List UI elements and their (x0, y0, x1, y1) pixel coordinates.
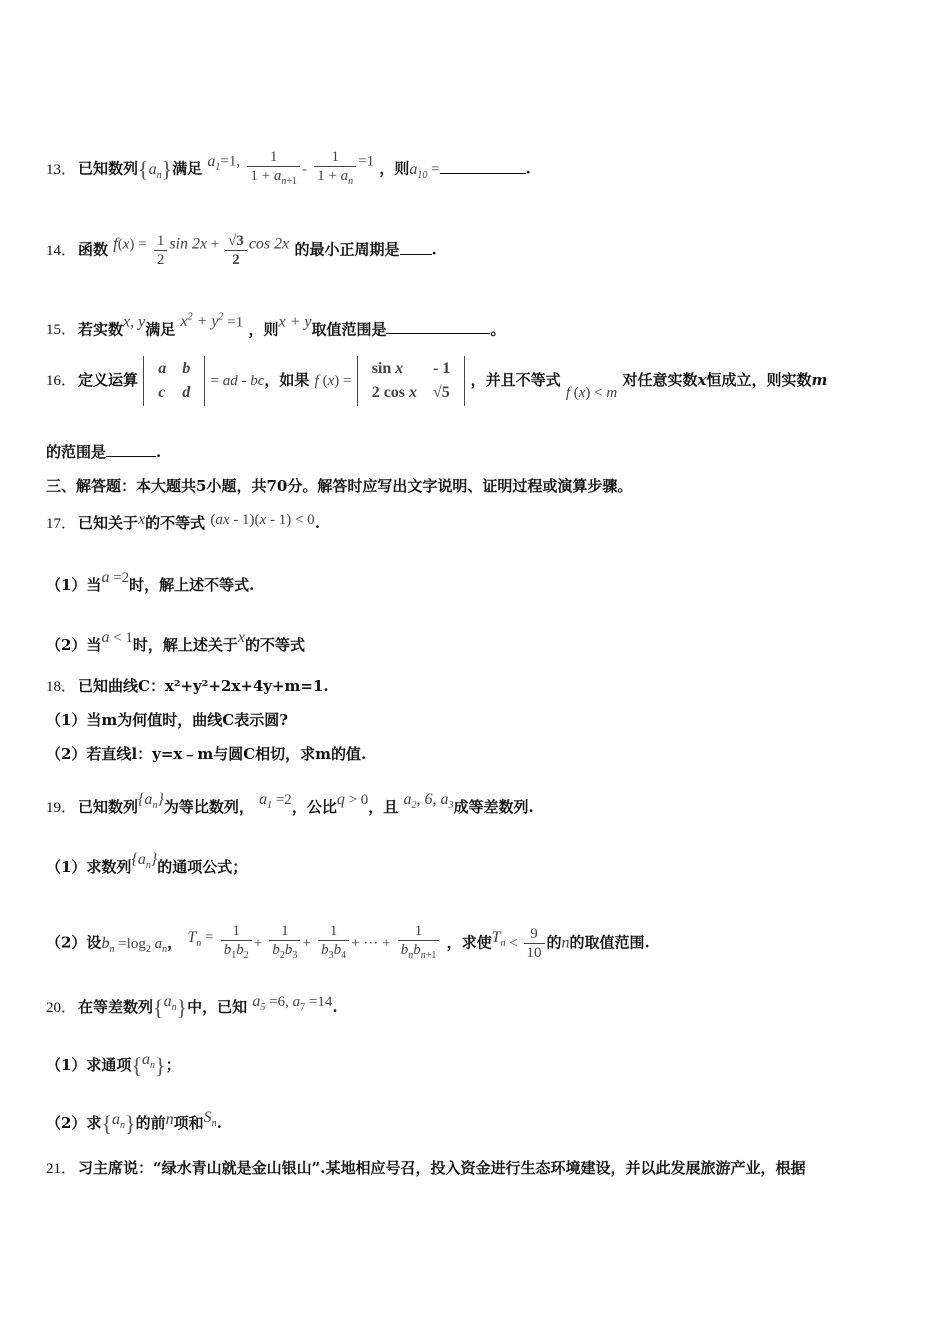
determinant-abcd: a b c d (143, 356, 205, 406)
question-19-part2: （2）设$b_n =\log_2$ $a_n$， $T_n$ = $\frac{1}{b_1b_2}$ + $\frac{1}{b_2b_3}$ + $\frac{1}{b_3b_4}$ + ··· + $\frac{1}{b_nb_{n+1}}$ ，求使$T_n$ < $\frac{9}{10}$ 的n的取值范围. (46, 922, 650, 965)
question-14: 14． 函数 f(x) = $\frac{1}{2}$ sin 2x + $\frac{√3}{2}$ cos 2x 的最小正周期是 . (46, 233, 437, 268)
question-21: 21． 习主席说：“绿水青山就是金山银山”.某地相应号召，投入资金进行生态环境建设，并以此发展旅游产业，根据 (46, 1159, 806, 1177)
answer-blank[interactable] (386, 319, 490, 334)
determinant-f: sin x - 1 2 cos x √5 (357, 356, 466, 406)
question-number: 13． (46, 161, 77, 178)
answer-blank[interactable] (440, 159, 526, 174)
question-17: 17． 已知关于x的不等式 (ax - 1)(x - 1) < 0. (46, 511, 320, 532)
question-20-part1: （1）求通项$\{a_n\}$； (46, 1051, 181, 1078)
answer-blank[interactable] (106, 442, 156, 457)
question-18-part2: （2）若直线l：y=x﹣m与圆C相切，求m的值. (46, 745, 367, 763)
question-20-part2: （2）求$\{a_n\}$的前n项和$S_n$. (46, 1109, 222, 1136)
question-17-part1: （1）当a =2时，解上述不等式. (46, 569, 255, 594)
question-18: 18． 已知曲线C：x²+y²+2x+4y+m=1. (46, 677, 329, 695)
question-16-cont: 的范围是 . (46, 443, 162, 461)
question-19-part1: （1）求数列$\{a_n\}$的通项公式； (46, 851, 248, 876)
answer-blank[interactable] (400, 240, 432, 255)
question-20: 20． 在等差数列$\{a_n\}$中，已知 $a_5 =6$, $a_7 =14$. (46, 993, 338, 1020)
section-3-heading: 三、解答题：本大题共5小题，共70分。解答时应写出文字说明、证明过程或演算步骤。 (46, 477, 633, 495)
question-16: 16． 定义运算 a b c d = ad - bc，如果 f (x) = sin x - 1 2 cos x √5 ，并且不等式 f (x) < m 对任意实数x恒成立，则实数m (46, 356, 827, 406)
question-15: 15． 若实数x, y满足 $x^2 + y^2 =1$ ，则x + y取值范围是 。 (46, 312, 506, 339)
question-17-part2: （2）当a < 1时，解上述关于x的不等式 (46, 629, 306, 654)
question-19: 19． 已知数列$\{a_n\}$为等比数列， $a_1 =2$，公比q > 0，且 $a_2$, 6, $a_3$成等差数列. (46, 791, 534, 816)
question-18-part1: （1）当m为何值时，曲线C表示圆? (46, 711, 289, 729)
question-13: 13． 已知数列$\{a_n\}$满足 $a_1=1$, $\frac{1}{1 + a_{n+1}}$ - $\frac{1}{1 + a_n}$ =1 ，则$a_{10}$ = . (46, 148, 531, 191)
